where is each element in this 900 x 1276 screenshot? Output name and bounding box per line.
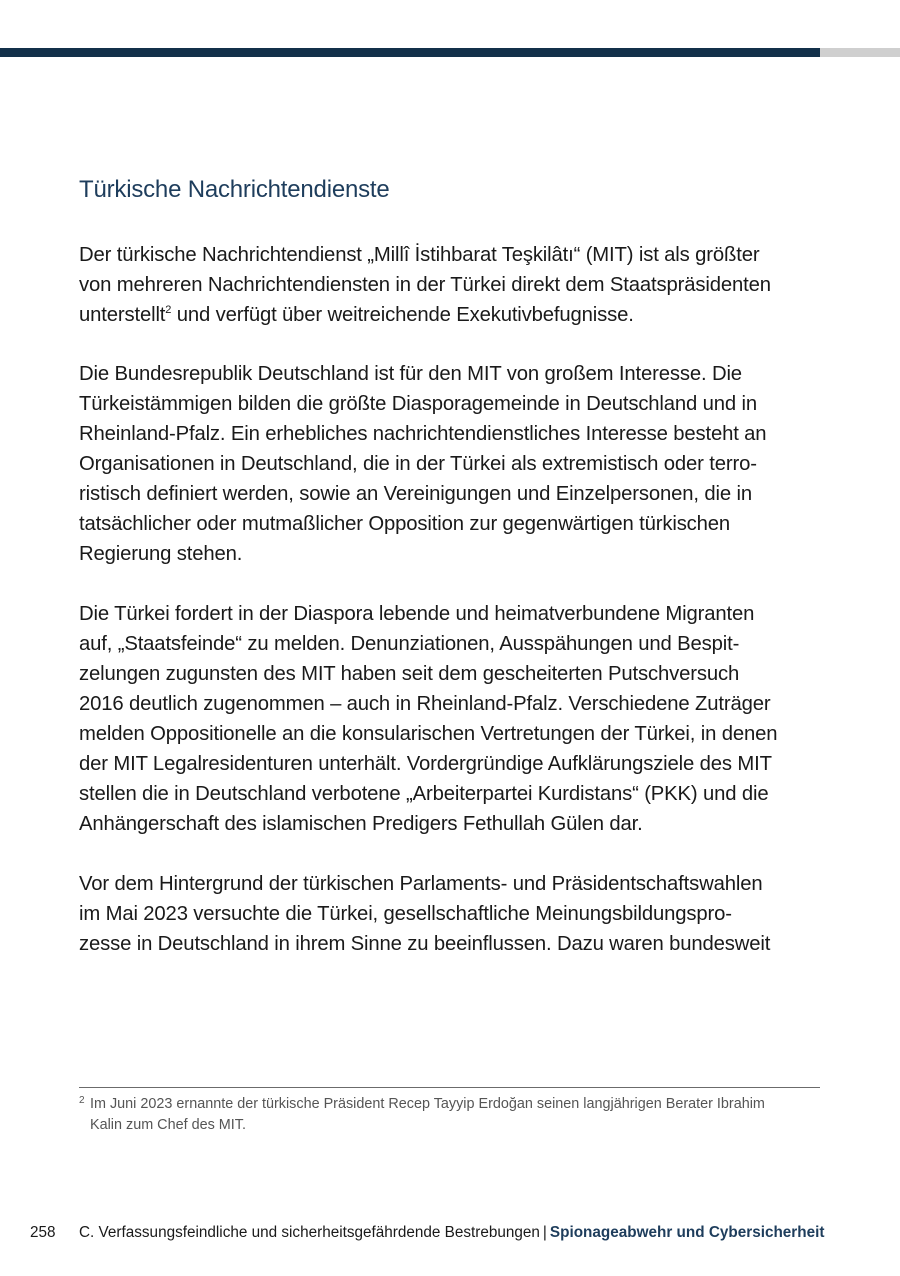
paragraph-4-line: Vor dem Hintergrund der türkischen Parlaments- und Präsidentschaftswahlen [79,873,763,895]
paragraph-3-line: Die Türkei fordert in der Diaspora lebende und heimatverbundene Migranten [79,603,755,625]
section-heading: Türkische Nachrichtendienste [79,176,390,203]
paragraph-2-line: Die Bundesrepublik Deutschland ist für den MIT von großem Interesse. Die [79,363,742,385]
footnote [79,1094,820,1136]
paragraph-2-line: Rheinland-Pfalz. Ein erhebliches nachrichtendienstliches Interesse besteht an [79,423,767,445]
footnote-divider [79,1087,820,1088]
paragraph-1-line: Der türkische Nachrichtendienst „Millî İstihbarat Teşkilâtı“ (MIT) ist als größter [79,244,760,266]
paragraph-3-line: der MIT Legalresidenturen unterhält. Vordergründige Aufklärungsziele des MIT [79,753,772,775]
paragraph-2-line: Türkeistämmigen bilden die größte Diasporagemeinde in Deutschland und in [79,393,758,415]
paragraph-1-text: unterstellt [79,304,166,326]
paragraph-1-line: von mehreren Nachrichtendiensten in der Türkei direkt dem Staatspräsidenten [79,274,771,296]
footnote-text [79,1094,820,1136]
header-accent-bar [0,48,820,57]
paragraph-3-line: Anhängerschaft des islamischen Predigers Fethullah Gülen dar. [79,813,643,835]
footnote-marker: 2 [79,1095,85,1106]
page-number: 258 [30,1224,56,1241]
paragraph-3-line: stellen die in Deutschland verbotene „Arbeiterpartei Kurdistans“ (PKK) und die [79,783,769,805]
paragraph-4 [79,869,821,959]
paragraph-4-line: zesse in Deutschland in ihrem Sinne zu beeinflussen. Dazu waren bundesweit [79,933,771,955]
footnote-reference[interactable]: 2 [165,304,172,316]
paragraph-2-line: ristisch definiert werden, sowie an Vereinigungen und Einzelpersonen, die in [79,483,752,505]
footer-chapter: C. Verfassungsfeindliche und sicherheitsgefährdende Bestrebungen [79,1224,540,1241]
footnote-line: Kalin zum Chef des MIT. [90,1117,246,1133]
paragraph-3-line: auf, „Staatsfeinde“ zu melden. Denunziationen, Ausspähungen und Bespit- [79,633,740,655]
footnote-line: Im Juni 2023 ernannte der türkische Präsident Recep Tayyip Erdoğan seinen langjährigen Berater Ibrahim [90,1096,765,1112]
paragraph-3 [79,599,821,839]
paragraph-2-line: tatsächlicher oder mutmaßlicher Opposition zur gegenwärtigen türkischen [79,513,731,535]
paragraph-1-line [79,300,821,330]
paragraph-2 [79,359,821,569]
paragraph-3-line: melden Oppositionelle an die konsularischen Vertretungen der Türkei, in denen [79,723,778,745]
paragraph-1 [79,240,821,330]
page-footer [30,1224,824,1242]
footer-separator: | [542,1224,547,1241]
footer-section: Spionageabwehr und Cybersicherheit [549,1224,825,1241]
paragraph-4-line: im Mai 2023 versuchte die Türkei, gesellschaftliche Meinungsbildungspro- [79,903,732,925]
paragraph-2-line: Organisationen in Deutschland, die in der Türkei als extremistisch oder terro- [79,453,757,475]
paragraph-3-line: zelungen zugunsten des MIT haben seit dem gescheiterten Putschversuch [79,663,740,685]
paragraph-2-line: Regierung stehen. [79,543,243,565]
header-grey-bar [820,48,900,57]
paragraph-1-text: und verfügt über weitreichende Exekutivbefugnisse. [171,304,634,326]
paragraph-3-line: 2016 deutlich zugenommen – auch in Rheinland-Pfalz. Verschiedene Zuträger [79,693,771,715]
